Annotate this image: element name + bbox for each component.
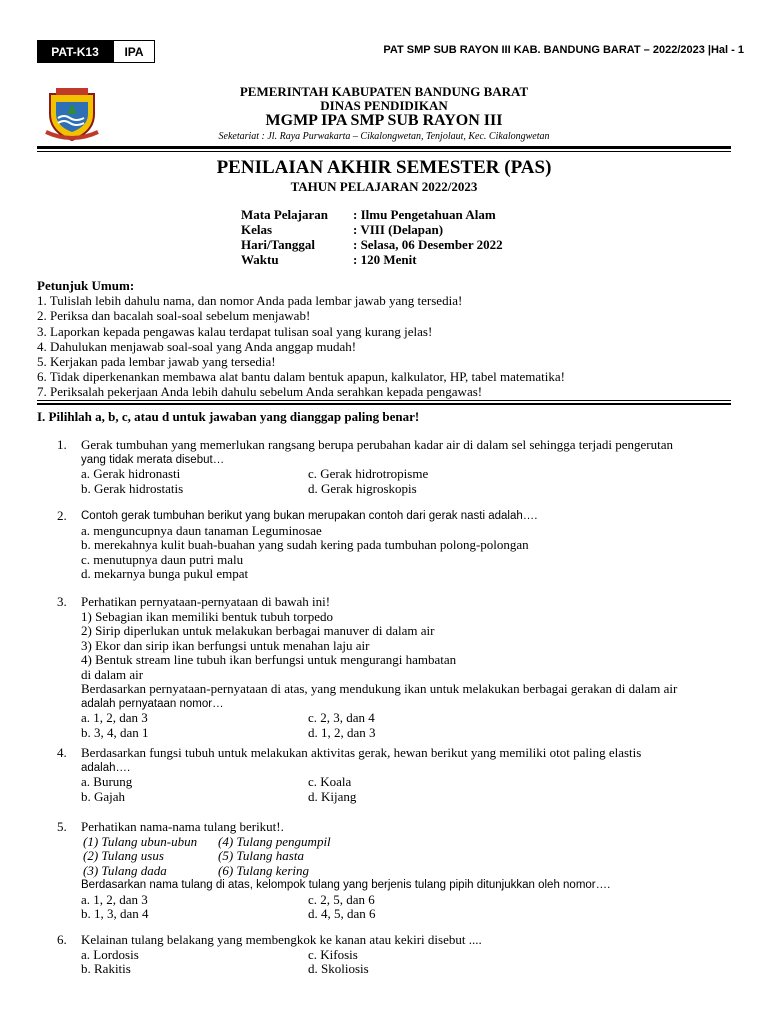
section-divider-top <box>37 400 731 401</box>
option-c: c. 2, 5, dan 6 <box>308 891 375 907</box>
instruction-item: 4. Dahulukan menjawab soal-soal yang Anda anggap mudah! <box>37 338 357 354</box>
question-stem: Perhatikan nama-nama tulang berikut!. <box>81 819 284 834</box>
question-number: 5. <box>57 819 67 834</box>
statement-item: 4) Bentuk stream line tubuh ikan berfungsi untuk mengurangi hambatan <box>81 652 457 667</box>
option-b: b. 1, 3, dan 4 <box>81 906 149 921</box>
question-stem-cont: adalah…. <box>81 761 131 774</box>
instruction-item: 7. Periksalah pekerjaan Anda lebih dahulu sebelum Anda serahkan kepada pengawas! <box>37 384 483 400</box>
info-label: Mata Pelajaran <box>241 207 329 222</box>
department-name: DINAS PENDIDIKAN <box>320 98 448 113</box>
info-label: Kelas <box>241 222 273 237</box>
question-3 <box>57 595 721 740</box>
bone-item: (6) Tulang kering <box>218 862 309 878</box>
question-number: 3. <box>57 594 67 609</box>
question-1 <box>57 438 721 496</box>
question-6 <box>57 933 721 977</box>
bone-item: (3) Tulang dada <box>83 862 167 878</box>
academic-year: TAHUN PELAJARAN 2022/2023 <box>290 179 478 194</box>
info-value: : Ilmu Pengetahuan Alam <box>353 207 496 222</box>
subject-label: IPA <box>113 40 155 63</box>
instruction-item: 1. Tulislah lebih dahulu nama, dan nomor Anda pada lembar jawab yang tersedia! <box>37 293 463 309</box>
question-number: 4. <box>57 745 67 760</box>
instructions-title: Petunjuk Umum: <box>37 278 135 293</box>
option-a: a. 1, 2, dan 3 <box>81 891 148 907</box>
question-2 <box>57 509 721 582</box>
option-a: a. Lordosis <box>81 946 139 962</box>
option-b: b. merekahnya kulit buah-buahan yang sudah kering pada tumbuhan polong-polongan <box>81 537 529 552</box>
bone-item: (5) Tulang hasta <box>218 848 304 863</box>
letterhead-divider-thick <box>37 146 731 149</box>
statement-item: 2) Sirip diperlukan untuk melakukan berbagai manuver di dalam air <box>81 623 435 638</box>
option-b: b. Gerak hidrostatis <box>81 480 184 496</box>
info-row <box>241 207 503 222</box>
info-value: : Selasa, 06 Desember 2022 <box>353 237 503 252</box>
option-b: b. Rakitis <box>81 961 131 976</box>
info-row <box>241 222 503 237</box>
info-value: : 120 Menit <box>353 252 417 267</box>
statement-item-cont: di dalam air <box>81 666 144 682</box>
exam-title: PENILAIAN AKHIR SEMESTER (PAS) <box>216 157 552 178</box>
question-prompt: Berdasarkan pernyataan-pernyataan di atas, yang mendukung ikan untuk melakukan berbagai gerakan di dalam air <box>81 681 678 696</box>
option-c: c. Kifosis <box>308 946 358 962</box>
question-5 <box>57 820 721 922</box>
letterhead-divider-thin <box>37 151 731 152</box>
exam-info-table <box>241 207 503 267</box>
page-header-info: PAT SMP SUB RAYON III KAB. BANDUNG BARAT – 2022/2023 |Hal - 1 <box>383 44 744 56</box>
section-divider-bottom <box>37 403 731 405</box>
option-c: c. Koala <box>308 774 352 789</box>
info-label: Hari/Tanggal <box>241 237 315 252</box>
option-a: a. 1, 2, dan 3 <box>81 710 148 725</box>
instruction-item: 3. Laporkan kepada pengawas kalau terdapat tulisan soal yang kurang jelas! <box>37 323 433 339</box>
general-instructions <box>37 278 565 400</box>
question-stem: Kelainan tulang belakang yang membengkok ke kanan atau kekiri disebut .... <box>81 932 482 947</box>
instruction-item: 6. Tidak diperkenankan membawa alat bantu dalam bentuk apapun, kalkulator, HP, tabel matematika! <box>37 369 565 385</box>
bone-item: (4) Tulang pengumpil <box>218 833 331 849</box>
question-stem: Gerak tumbuhan yang memerlukan rangsang berupa perubahan kadar air di dalam sel sehingga terjadi pengerutan <box>81 437 673 452</box>
option-c: c. Gerak hidrotropisme <box>308 466 429 481</box>
question-stem: Perhatikan pernyataan-pernyataan di bawah ini! <box>81 594 331 609</box>
government-name: PEMERINTAH KABUPATEN BANDUNG BARAT <box>239 84 529 99</box>
option-a: a. Gerak hidronasti <box>81 466 181 481</box>
option-d: d. Gerak higroskopis <box>308 480 417 496</box>
option-b: b. 3, 4, dan 1 <box>81 724 149 740</box>
secretariat-address: Seketariat : Jl. Raya Purwakarta – Cikalongwetan, Tenjolaut, Kec. Cikalongwetan <box>218 131 550 142</box>
question-number: 6. <box>57 932 67 947</box>
info-label: Waktu <box>241 252 279 267</box>
organization-name: MGMP IPA SMP SUB RAYON III <box>265 112 503 129</box>
question-number: 1. <box>57 437 67 452</box>
option-d: d. 1, 2, dan 3 <box>308 724 376 740</box>
bone-item: (1) Tulang ubun-ubun <box>83 833 198 849</box>
option-a: a. menguncupnya daun tanaman Leguminosae <box>81 522 322 538</box>
section-heading: I. Pilihlah a, b, c, atau d untuk jawaban yang dianggap paling benar! <box>37 409 420 424</box>
question-stem: Contoh gerak tumbuhan berikut yang bukan merupakan contoh dari gerak nasti adalah…. <box>81 510 538 522</box>
instruction-item: 2. Periksa dan bacalah soal-soal sebelum menjawab! <box>37 308 311 324</box>
option-a: a. Burung <box>81 774 133 789</box>
bone-item: (2) Tulang usus <box>83 848 164 863</box>
option-c: c. 2, 3, dan 4 <box>308 710 375 725</box>
instruction-item: 5. Kerjakan pada lembar jawab yang tersedia! <box>37 354 276 370</box>
info-row <box>241 252 503 267</box>
question-number: 2. <box>57 508 67 523</box>
exam-code-label: PAT-K13 <box>37 40 113 63</box>
question-prompt-cont: adalah pernyataan nomor… <box>81 697 224 710</box>
option-d: d. Skoliosis <box>308 961 369 976</box>
option-d: d. Kijang <box>308 788 357 804</box>
question-prompt: Berdasarkan nama tulang di atas, kelompok tulang yang berjenis tulang pipih ditunjukkan oleh nomor…. <box>81 879 611 891</box>
question-stem: Berdasarkan fungsi tubuh untuk melakukan aktivitas gerak, hewan berikut yang memiliki otot paling elastis <box>81 745 642 760</box>
option-d: d. mekarnya bunga pukul empat <box>81 566 249 581</box>
question-4 <box>57 746 721 804</box>
option-b: b. Gajah <box>81 788 126 804</box>
info-row <box>241 237 503 252</box>
info-value: : VIII (Delapan) <box>353 222 444 237</box>
question-stem-cont: yang tidak merata disebut… <box>81 453 225 466</box>
statement-item: 1) Sebagian ikan memiliki bentuk tubuh torpedo <box>81 608 334 624</box>
option-d: d. 4, 5, dan 6 <box>308 906 376 921</box>
statement-item: 3) Ekor dan sirip ikan berfungsi untuk menahan laju air <box>81 637 370 653</box>
option-c: c. menutupnya daun putri malu <box>81 551 244 567</box>
